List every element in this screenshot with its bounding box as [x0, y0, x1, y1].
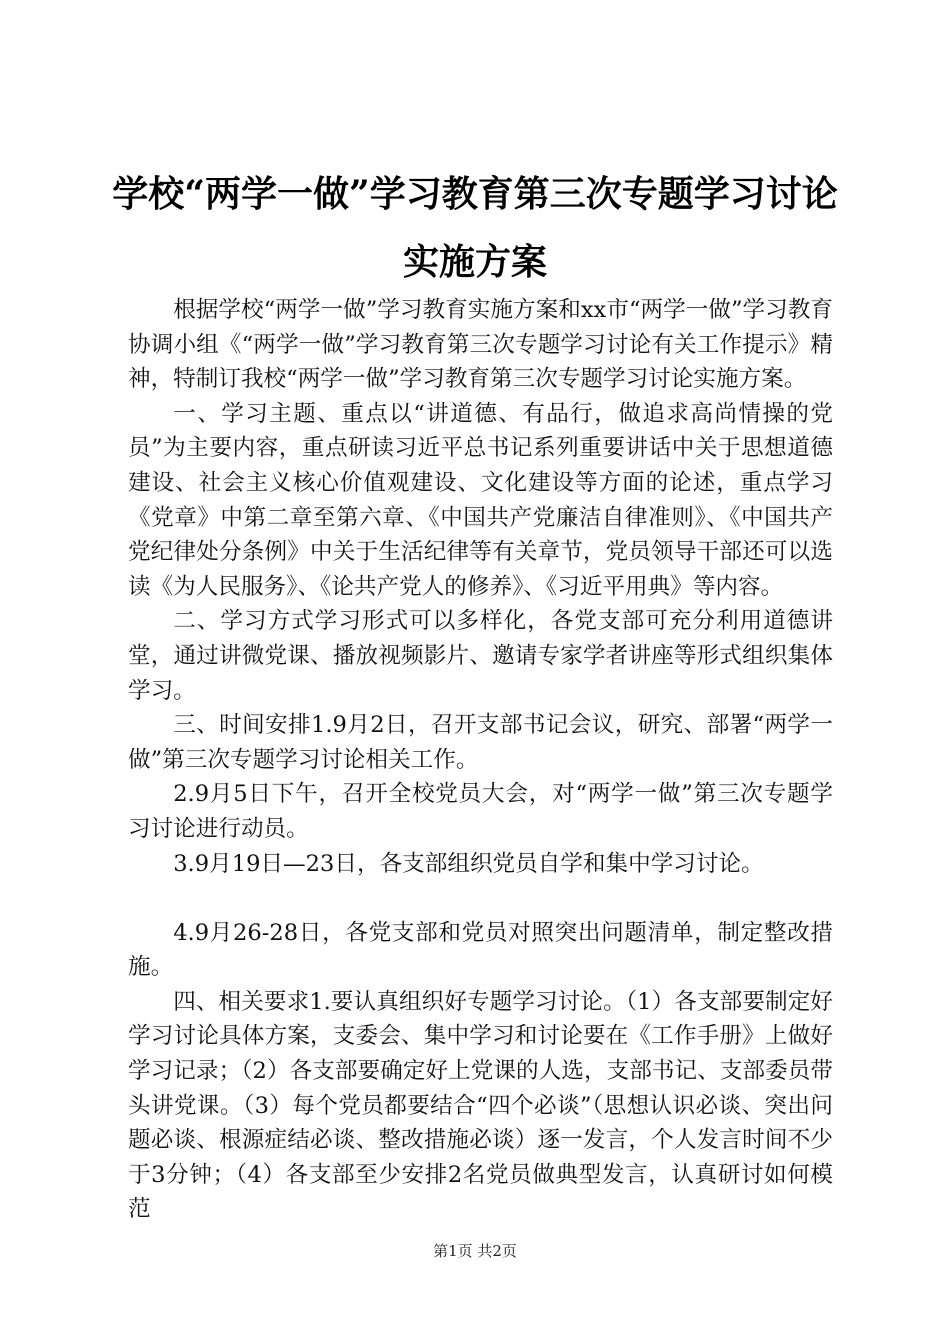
paragraph-study-method: 二、学习方式学习形式可以多样化，各党支部可充分利用道德讲堂，通过讲微党课、播放视频影片、邀请专家学者讲座等形式组织集体学习。 [128, 608, 833, 704]
paragraph-requirements: 四、相关要求1.要认真组织好专题学习讨论。（1）各支部要制定好学习讨论具体方案，支委会、集中学习和讨论要在《工作手册》上做好学习记录；（2）各支部要确定好上党课的人选，支部书记、支部委员带头讲党课。（3）每个党员都要结合“四个必谈”（思想认识必谈、突出问题必谈、根源症结必谈、整改措施必谈）逐一发言，个人发言时间不少于3分钟；（4）各支部至少安排2名党员做典型发言，认真研讨如何模范 [128, 988, 833, 1223]
paragraph-intro: 根据学校“两学一做”学习教育实施方案和xx市“两学一做”学习教育协调小组《“两学一做”学习教育第三次专题学习讨论有关工作提示》精神，特制订我校“两学一做”学习教育第三次专题学习讨论实施方案。 [128, 297, 833, 393]
paragraph-schedule-3: 3.9月19日—23日，各支部组织党员自学和集中学习讨论。 [173, 850, 764, 877]
document-title: 学校“两学一做”学习教育第三次专题学习讨论实施方案 [112, 173, 838, 283]
paragraph-schedule-2: 2.9月5日下午，召开全校党员大会，对“两学一做”第三次专题学习讨论进行动员。 [128, 781, 833, 842]
paragraph-schedule-4: 4.9月26-28日，各党支部和党员对照突出问题清单，制定整改措施。 [128, 919, 833, 981]
paragraph-schedule-1: 三、时间安排1.9月2日，召开支部书记会议，研究、部署“两学一做”第三次专题学习讨论相关工作。 [128, 712, 833, 773]
page-number-footer: 第1页 共2页 [433, 1242, 517, 1260]
document-body [128, 293, 833, 1227]
paragraph-study-theme: 一、学习主题、重点以“讲道德、有品行，做追求高尚情操的党员”为主要内容，重点研读习近平总书记系列重要讲话中关于思想道德建设、社会主义核心价值观建设、文化建设等方面的论述，重点学习《党章》中第二章至第六章、《中国共产党廉洁自律准则》、《中国共产党纪律处分条例》中关于生活纪律等有关章节，党员领导干部还可以选读《为人民服务》、《论共产党人的修养》、《习近平用典》等内容。 [128, 400, 833, 600]
